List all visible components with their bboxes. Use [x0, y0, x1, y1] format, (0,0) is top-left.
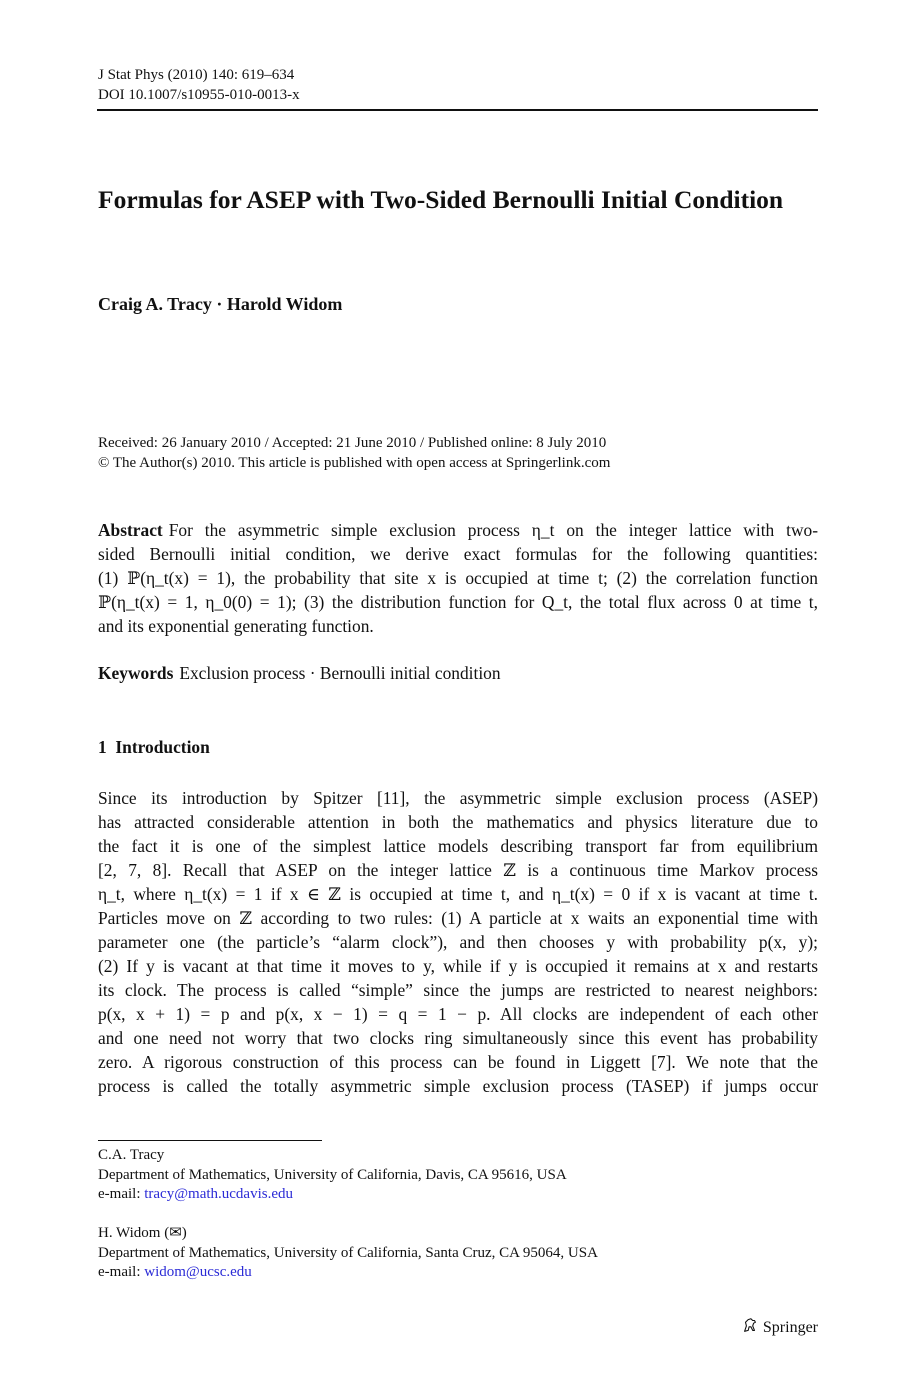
publication-dates	[98, 434, 610, 473]
section-heading	[98, 737, 210, 758]
received-line: Received: 26 January 2010 / Accepted: 21 June 2010 / Published online: 8 July 2010	[98, 435, 607, 451]
abstract-label: Abstract	[98, 520, 163, 540]
section-title: Introduction	[115, 737, 210, 757]
copyright-line: © The Author(s) 2010. This article is published with open access at Springerlink.com	[98, 454, 611, 471]
body-line: zero. A rigorous construction of this process can be found in Liggett [7]. We note that the	[98, 1052, 818, 1072]
email-label: e-mail:	[98, 1186, 145, 1202]
publisher-name: Springer	[762, 1318, 818, 1336]
springer-horse-icon	[741, 1316, 759, 1339]
abstract-line: ℙ(η_t(x) = 1, η_0(0) = 1); (3) the distribution function for Q_t, the total flux across 0 at time t,	[98, 592, 818, 612]
body-line: η_t, where η_t(x) = 1 if x ∈ ℤ is occupied at time t, and η_t(x) = 0 if x is vacant at time t.	[98, 884, 818, 904]
publisher-mark	[741, 1316, 818, 1339]
body-line: (2) If y is vacant at that time it moves to y, while if y is occupied it remains at x and restarts	[98, 956, 818, 976]
body-line: parameter one (the particle’s “alarm clock”), and then chooses y with probability p(x, y);	[98, 932, 818, 952]
journal-header	[98, 66, 300, 105]
journal-citation: J Stat Phys (2010) 140: 619–634	[98, 67, 295, 83]
body-line: p(x, x + 1) = p and p(x, x − 1) = q = 1 − p. All clocks are independent of each other	[98, 1004, 818, 1024]
keywords-label: Keywords	[98, 663, 174, 683]
header-rule	[97, 109, 818, 111]
abstract	[98, 518, 818, 638]
footnote-rule	[98, 1140, 322, 1141]
affiliation-dept: Department of Mathematics, University of California, Davis, CA 95616, USA	[98, 1166, 567, 1183]
affiliation-name: C.A. Tracy	[98, 1147, 165, 1163]
doi: DOI 10.1007/s10955-010-0013-x	[98, 86, 300, 103]
email-link-widom[interactable]: widom@ucsc.edu	[144, 1264, 252, 1280]
body-line: [2, 7, 8]. Recall that ASEP on the integer lattice ℤ is a continuous time Markov process	[98, 860, 818, 880]
body-line: has attracted considerable attention in both the mathematics and physics literature due to	[98, 812, 818, 832]
abstract-line: and its exponential generating function.	[98, 616, 374, 636]
introduction-body	[98, 786, 818, 1098]
keywords-text: Exclusion process · Bernoulli initial condition	[179, 663, 501, 683]
keywords	[98, 663, 501, 684]
body-line: and one need not worry that two clocks ring simultaneously since this event has probability	[98, 1028, 818, 1048]
body-line: its clock. The process is called “simple” since the jumps are restricted to nearest neighbors:	[98, 980, 818, 1000]
body-line: Since its introduction by Spitzer [11], the asymmetric simple exclusion process (ASEP)	[98, 788, 818, 808]
body-line: Particles move on ℤ according to two rules: (1) A particle at x waits an exponential time with	[98, 908, 818, 928]
body-line: process is called the totally asymmetric simple exclusion process (TASEP) if jumps occur	[98, 1076, 818, 1096]
affiliation-widom	[98, 1224, 598, 1283]
authors: Craig A. Tracy · Harold Widom	[98, 294, 343, 314]
email-link-tracy[interactable]: tracy@math.ucdavis.edu	[144, 1186, 293, 1202]
email-label: e-mail:	[98, 1264, 145, 1280]
paper-title: Formulas for ASEP with Two-Sided Bernoulli Initial Condition	[98, 185, 784, 214]
affiliation-name: H. Widom (✉)	[98, 1225, 187, 1241]
body-line: the fact it is one of the simplest lattice models describing transport far from equilibrium	[98, 836, 818, 856]
affiliation-tracy	[98, 1146, 567, 1205]
abstract-line: sided Bernoulli initial condition, we derive exact formulas for the following quantities:	[98, 544, 818, 564]
abstract-line: (1) ℙ(η_t(x) = 1), the probability that site x is occupied at time t; (2) the correlation function	[98, 568, 818, 588]
abstract-line: For the asymmetric simple exclusion process η_t on the integer lattice with two-	[168, 520, 818, 540]
affiliation-dept: Department of Mathematics, University of California, Santa Cruz, CA 95064, USA	[98, 1244, 598, 1261]
section-number: 1	[98, 737, 107, 757]
